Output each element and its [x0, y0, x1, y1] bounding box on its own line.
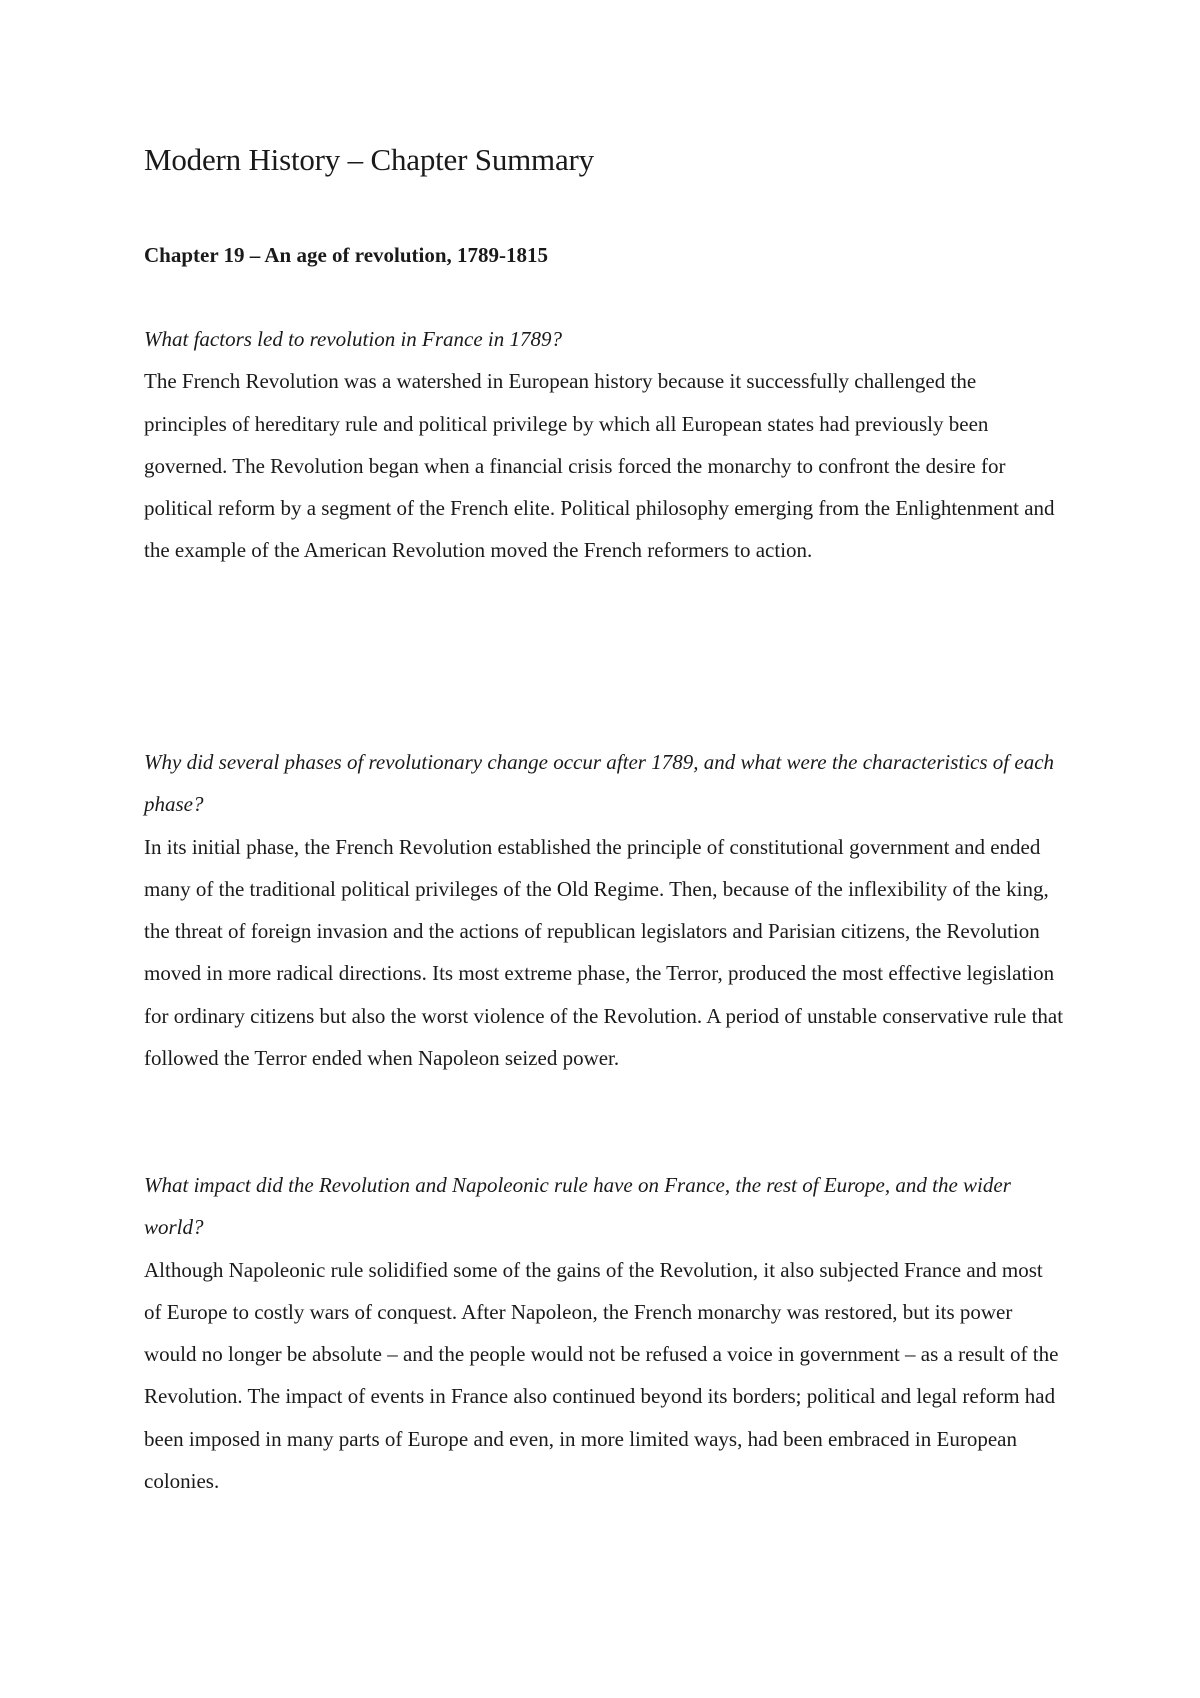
section-answer: In its initial phase, the French Revolution established the principle of constitutional government and ended many of the traditional political privileges of the Old Regime. Then, because of the inflexibility of the king, the threat of foreign invasion and the actions of republican legislators and Parisian citizens, the Revolution moved in more radical directions. Its most extreme phase, the Terror, produced the most effective legislation for ordinary citizens but also the worst violence of the Revolution. A period of unstable conservative rule that followed the Terror ended when Napoleon seized power. — [144, 834, 1064, 1071]
document-page — [144, 140, 1064, 1494]
section-answer: The French Revolution was a watershed in European history because it successfully challenged the principles of hereditary rule and political privilege by which all European states had previously been governed. The Revolution began when a financial crisis forced the monarchy to confront the desire for political reform by a segment of the French elite. Political philosophy emerging from the Enlightenment and the example of the American Revolution moved the French reformers to action. — [144, 369, 1055, 563]
summary-section — [144, 741, 1064, 1079]
section-question: What impact did the Revolution and Napoleonic rule have on France, the rest of Europe, and the wider world? — [144, 1173, 1011, 1240]
section-question: Why did several phases of revolutionary change occur after 1789, and what were the characteristics of each phase? — [144, 750, 1055, 817]
section-question: What factors led to revolution in France in 1789? — [144, 327, 563, 351]
document-title: Modern History – Chapter Summary — [144, 142, 594, 177]
chapter-heading: Chapter 19 – An age of revolution, 1789-1815 — [144, 243, 549, 267]
section-answer: Although Napoleonic rule solidified some of the gains of the Revolution, it also subjected France and most of Europe to costly wars of conquest. After Napoleon, the French monarchy was restored, but its power would no longer be absolute – and the people would not be refused a voice in government – as a result of the Revolution. The impact of events in France also continued beyond its borders; political and legal reform had been imposed in many parts of Europe and even, in more limited ways, had been embraced in European colonies. — [144, 1257, 1059, 1494]
summary-section — [144, 1164, 1064, 1502]
summary-section — [144, 318, 1064, 572]
